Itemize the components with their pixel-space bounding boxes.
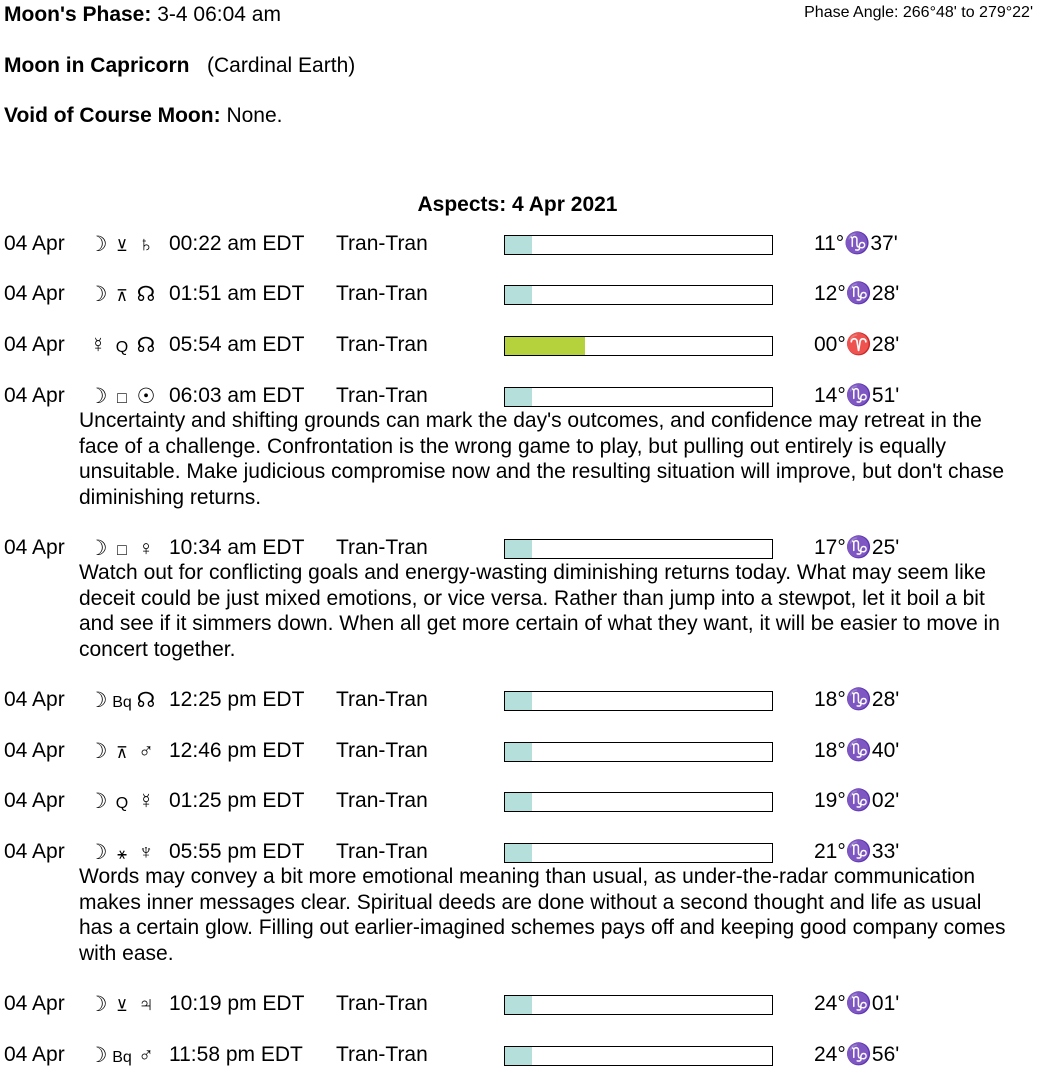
aspect-position: 12°♑28'	[814, 282, 900, 305]
moon-phase-line	[4, 3, 281, 27]
planet-2-icon: ♄	[138, 233, 154, 256]
void-of-course-line	[4, 104, 282, 128]
aspect-icon: ⊼	[116, 745, 128, 762]
strength-bar	[504, 387, 773, 407]
aspect-type: Tran-Tran	[336, 232, 428, 255]
aspect-type: Tran-Tran	[336, 282, 428, 305]
aspect-date: 04 Apr	[4, 384, 65, 407]
aspect-row	[0, 688, 1046, 714]
planet-1-icon: ☽	[88, 993, 108, 1016]
moon-phase-value: 3-4 06:04 am	[157, 3, 281, 26]
planet-2-icon: ☿	[138, 790, 154, 813]
aspect-description: Words may convey a bit more emotional meaning than usual, as under-the-radar communication makes inner messages clear. Spiritual deeds are done without a second thought and life as usual has a certain glow. Filling out earlier-imagined schemes pays off and keeping good company comes with ease.	[79, 865, 1006, 965]
moon-phase-label: Moon's Phase:	[4, 3, 152, 26]
aspect-date: 04 Apr	[4, 333, 65, 356]
aspect-row	[0, 232, 1046, 258]
aspect-position: 19°♑02'	[814, 789, 900, 812]
planet-2-icon: ☊	[136, 689, 156, 712]
moon-sign-label: Moon in Capricorn	[4, 54, 190, 77]
aspect-icon: □	[117, 542, 127, 559]
strength-bar	[504, 285, 773, 305]
aspect-icon: Bq	[112, 1049, 132, 1066]
aspect-time: 12:25 pm EDT	[169, 688, 305, 711]
aspect-icon: ⚹	[117, 846, 127, 863]
void-of-course-value: None.	[226, 104, 283, 127]
aspect-icon: □	[117, 390, 127, 407]
aspect-glyphs	[86, 536, 166, 561]
aspect-position: 00°♈28'	[814, 333, 900, 356]
strength-bar	[504, 792, 773, 812]
aspect-position: 11°♑37'	[814, 232, 898, 255]
strength-bar-fill	[505, 793, 532, 811]
aspect-description: Uncertainty and shifting grounds can mark the day's outcomes, and confidence may retreat in the face of a challenge. Confrontation is the wrong game to play, but pulling out entirely is equally unsuitable. Make judicious compromise now and the resulting situation will improve, but don't chase diminishing returns.	[79, 409, 1004, 509]
aspect-row	[0, 536, 1046, 562]
aspect-icon: Q	[115, 339, 129, 356]
aspects-title: Aspects: 4 Apr 2021	[417, 193, 618, 216]
strength-bar-fill	[505, 1047, 532, 1065]
aspect-time: 11:58 pm EDT	[169, 1043, 303, 1066]
aspect-position: 21°♑33'	[814, 840, 900, 863]
aspect-glyphs	[86, 789, 166, 814]
aspect-glyphs	[86, 333, 166, 358]
aspect-icon: Q	[115, 795, 129, 812]
strength-bar	[504, 1046, 773, 1066]
strength-bar-fill	[505, 844, 532, 862]
aspect-type: Tran-Tran	[336, 840, 428, 863]
aspect-glyphs	[86, 739, 166, 764]
aspect-type: Tran-Tran	[336, 789, 428, 812]
aspect-date: 04 Apr	[4, 282, 65, 305]
aspect-glyphs	[86, 688, 166, 713]
aspect-date: 04 Apr	[4, 789, 65, 812]
aspect-time: 12:46 pm EDT	[169, 739, 305, 762]
aspect-position: 18°♑40'	[814, 739, 900, 762]
strength-bar	[504, 691, 773, 711]
aspect-position: 24°♑56'	[814, 1043, 900, 1066]
planet-2-icon: ♀	[138, 537, 154, 560]
aspect-date: 04 Apr	[4, 739, 65, 762]
aspect-date: 04 Apr	[4, 992, 65, 1015]
void-of-course-label: Void of Course Moon:	[4, 104, 221, 127]
strength-bar	[504, 336, 773, 356]
aspect-row	[0, 992, 1046, 1018]
aspect-time: 05:54 am EDT	[169, 333, 305, 356]
aspect-time: 01:25 pm EDT	[169, 789, 305, 812]
planet-1-icon: ☿	[90, 334, 106, 357]
aspect-date: 04 Apr	[4, 840, 65, 863]
planet-1-icon: ☽	[88, 790, 108, 813]
strength-bar-fill	[505, 692, 532, 710]
aspect-type: Tran-Tran	[336, 333, 428, 356]
planet-2-icon: ♂	[138, 740, 154, 763]
phase-angle	[804, 4, 1033, 22]
planet-1-icon: ☽	[88, 740, 108, 763]
strength-bar	[504, 235, 773, 255]
aspect-row	[0, 1043, 1046, 1069]
aspect-date: 04 Apr	[4, 232, 65, 255]
aspect-position: 14°♑51'	[814, 384, 900, 407]
aspect-row	[0, 384, 1046, 410]
moon-sign-line	[4, 54, 355, 78]
aspect-time: 10:19 pm EDT	[169, 992, 305, 1015]
aspect-glyphs	[86, 232, 166, 257]
aspect-type: Tran-Tran	[336, 739, 428, 762]
aspect-glyphs	[86, 840, 166, 865]
planet-1-icon: ☽	[88, 689, 108, 712]
strength-bar-fill	[505, 388, 532, 406]
aspect-icon: ⊻	[116, 998, 128, 1015]
planet-2-icon: ♆	[138, 841, 154, 864]
aspect-glyphs	[86, 1043, 166, 1068]
aspect-glyphs	[86, 992, 166, 1017]
planet-2-icon: ☊	[136, 334, 156, 357]
aspect-date: 04 Apr	[4, 536, 65, 559]
planet-1-icon: ☽	[88, 841, 108, 864]
aspect-time: 05:55 pm EDT	[169, 840, 305, 863]
planet-1-icon: ☽	[88, 385, 108, 408]
planet-1-icon: ☽	[88, 1044, 108, 1067]
aspect-time: 01:51 am EDT	[169, 282, 305, 305]
aspect-type: Tran-Tran	[336, 688, 428, 711]
strength-bar	[504, 843, 773, 863]
strength-bar	[504, 539, 773, 559]
planet-1-icon: ☽	[88, 537, 108, 560]
aspect-position: 17°♑25'	[814, 536, 900, 559]
strength-bar	[504, 742, 773, 762]
planet-2-icon: ♃	[138, 993, 154, 1016]
aspect-position: 24°♑01'	[814, 992, 900, 1015]
aspect-time: 10:34 am EDT	[169, 536, 305, 559]
aspect-row	[0, 739, 1046, 765]
moon-sign-quality: (Cardinal Earth)	[207, 54, 356, 77]
aspect-row	[0, 789, 1046, 815]
aspect-icon: Bq	[112, 694, 132, 711]
strength-bar-fill	[505, 540, 532, 558]
aspect-glyphs	[86, 282, 166, 307]
aspect-time: 00:22 am EDT	[169, 232, 305, 255]
aspect-row	[0, 282, 1046, 308]
aspect-type: Tran-Tran	[336, 536, 428, 559]
strength-bar-fill	[505, 996, 532, 1014]
aspect-row	[0, 333, 1046, 359]
aspect-date: 04 Apr	[4, 1043, 65, 1066]
aspect-glyphs	[86, 384, 166, 409]
planet-2-icon: ☊	[136, 283, 156, 306]
strength-bar-fill	[505, 286, 532, 304]
aspect-position: 18°♑28'	[814, 688, 900, 711]
aspect-date: 04 Apr	[4, 688, 65, 711]
strength-bar	[504, 995, 773, 1015]
aspect-time: 06:03 am EDT	[169, 384, 305, 407]
aspect-description: Watch out for conflicting goals and energy-wasting diminishing returns today. What may seem like deceit could be just mixed emotions, or vice versa. Rather than jump into a stewpot, let it boil a bit and see if it simmers down. When all get more certain of what they want, it will be easier to move in concert together.	[79, 561, 1000, 661]
planet-1-icon: ☽	[88, 283, 108, 306]
strength-bar-fill	[505, 236, 532, 254]
aspect-type: Tran-Tran	[336, 1043, 428, 1066]
phase-angle-label: Phase Angle:	[804, 4, 899, 21]
planet-2-icon: ♂	[138, 1044, 154, 1067]
aspect-icon: ⊻	[116, 238, 128, 255]
strength-bar-fill	[505, 743, 532, 761]
aspect-icon: ⊼	[116, 288, 128, 305]
aspect-type: Tran-Tran	[336, 992, 428, 1015]
planet-1-icon: ☽	[88, 233, 108, 256]
aspect-row	[0, 840, 1046, 866]
planet-2-icon: ☉	[136, 385, 156, 408]
strength-bar-fill	[505, 337, 585, 355]
phase-angle-value: 266°48' to 279°22'	[902, 4, 1033, 21]
aspect-type: Tran-Tran	[336, 384, 428, 407]
